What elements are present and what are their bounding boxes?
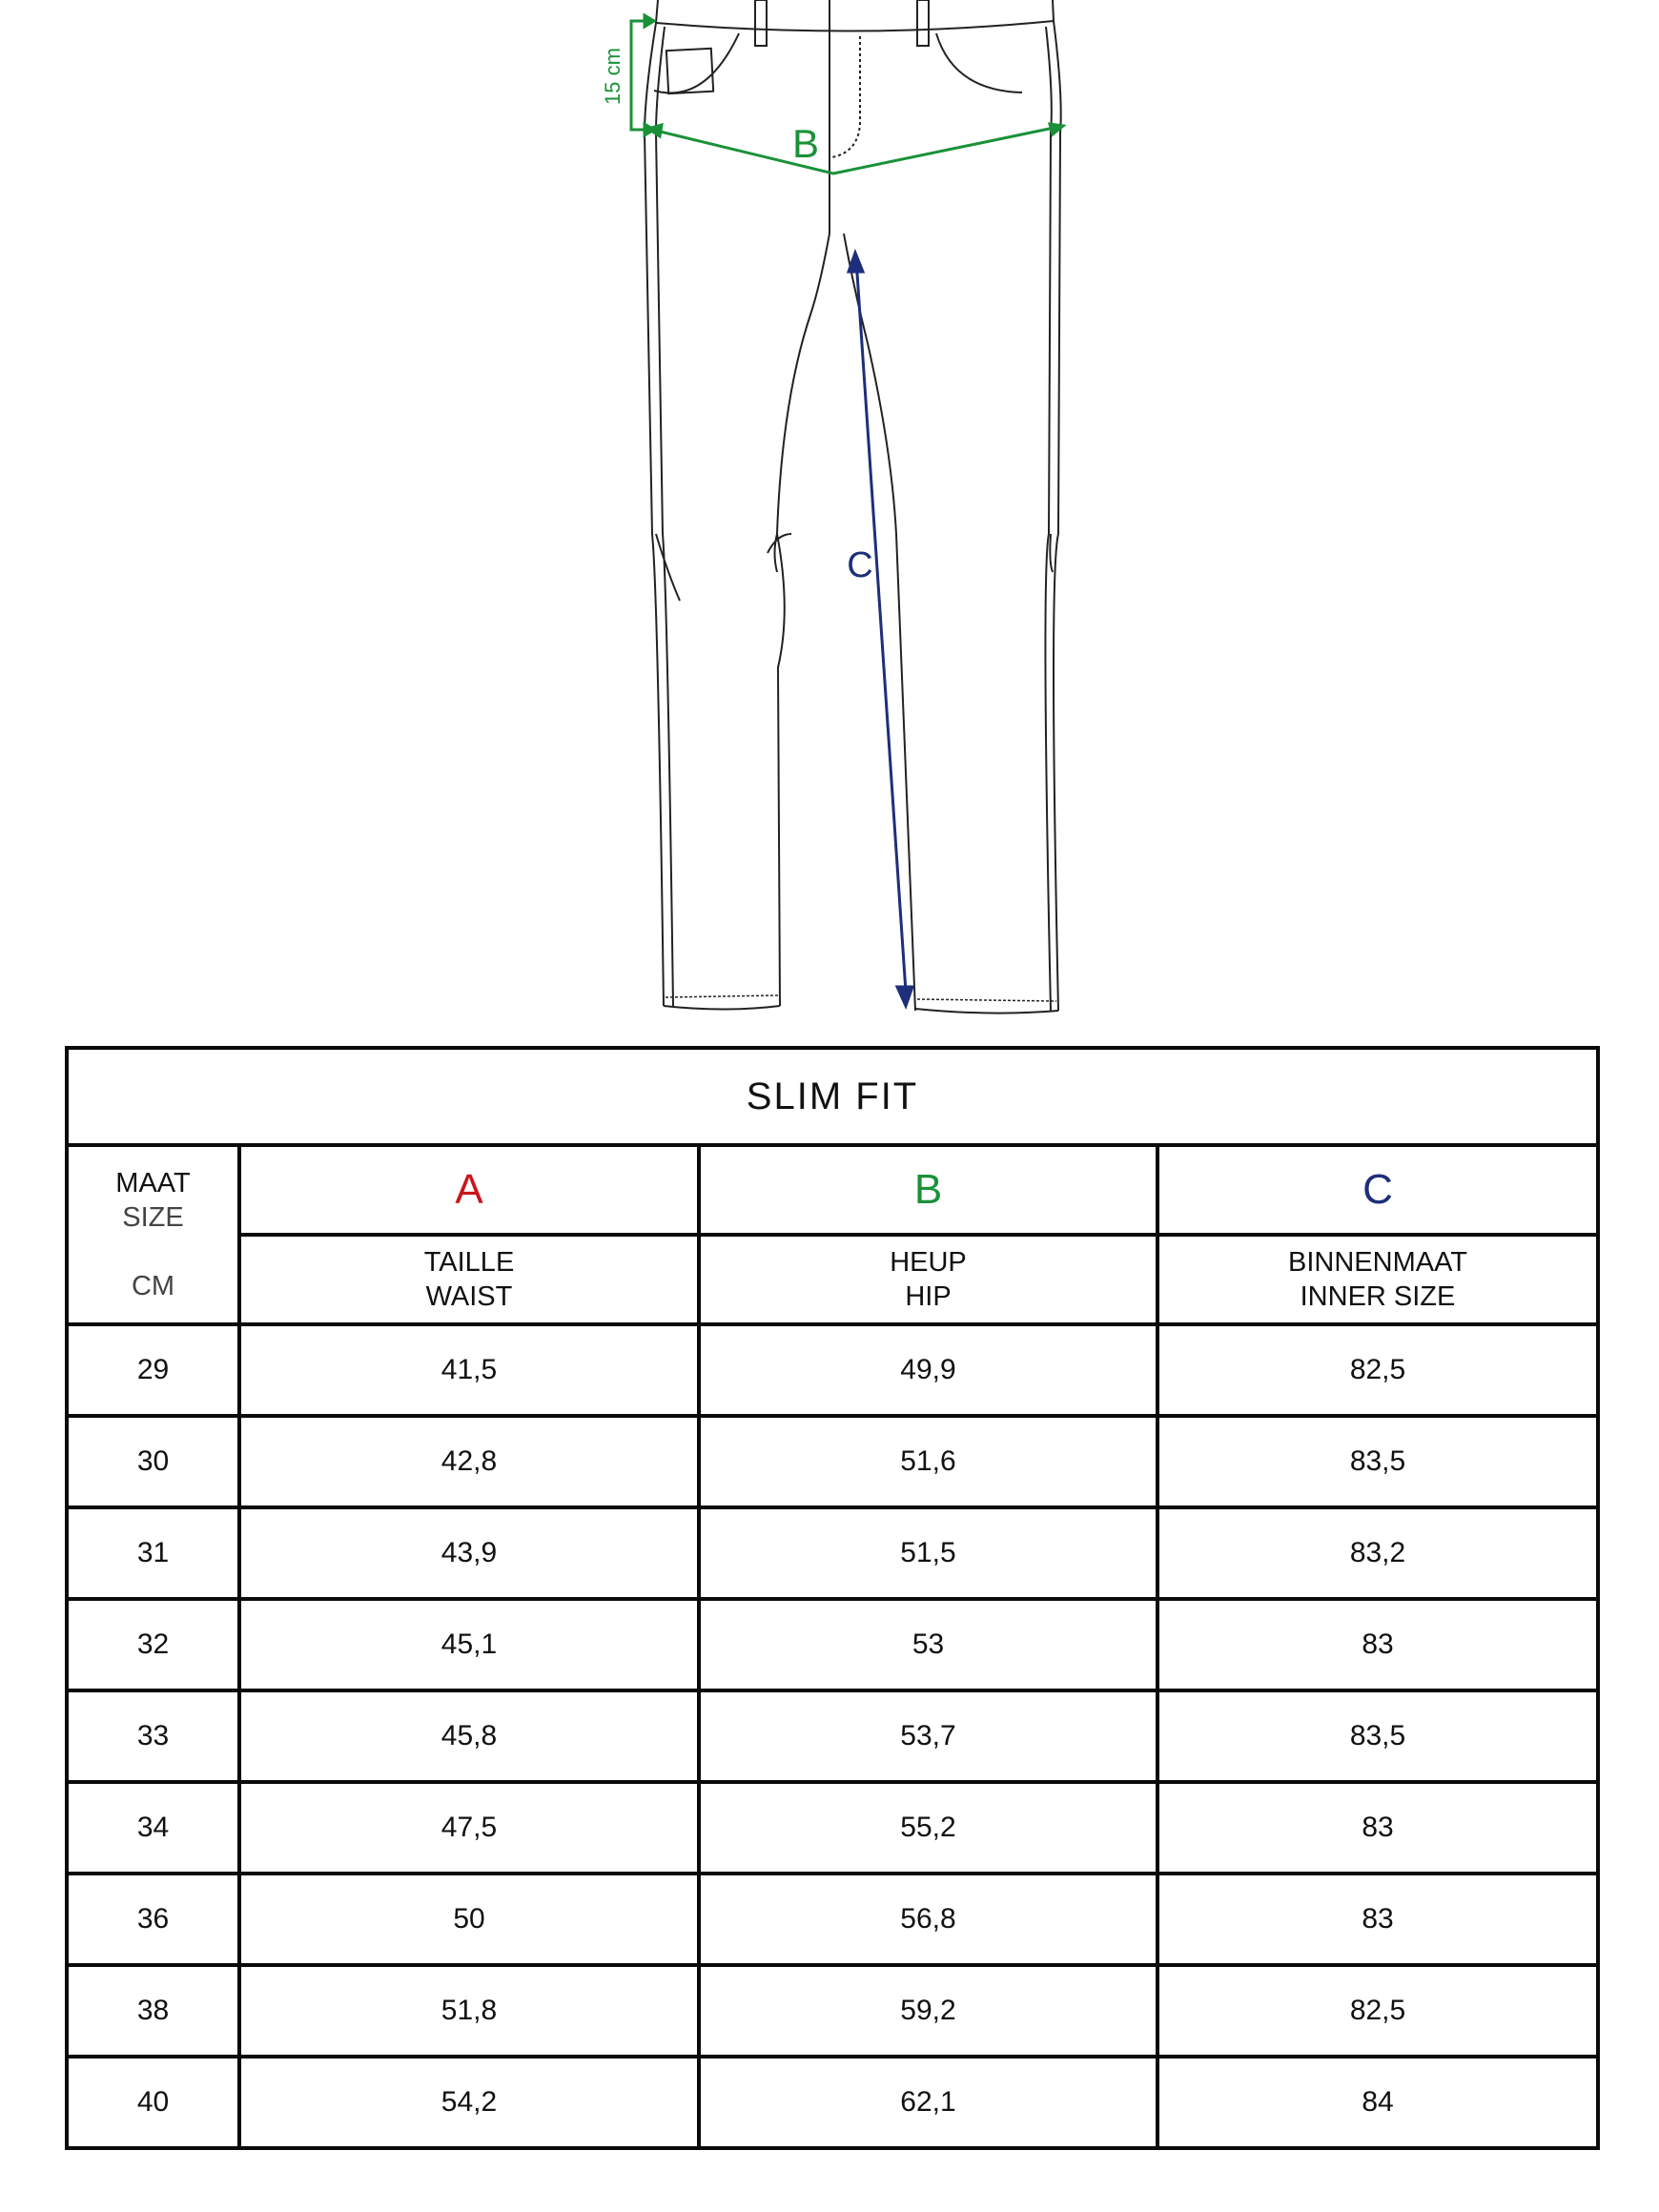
waist-cell: 45,8 [239,1690,699,1782]
hip-cell: 51,5 [699,1507,1157,1599]
size-cell: 40 [67,2057,239,2148]
waist-cell: 54,2 [239,2057,699,2148]
table-row [67,1324,1598,1416]
size-header-nl: MAAT [115,1168,191,1198]
table-row [67,1599,1598,1690]
table-row [67,1690,1598,1782]
table-row [67,1965,1598,2057]
size-cell: 33 [67,1690,239,1782]
column-header-waist [239,1235,699,1324]
table-title: SLIM FIT [67,1048,1598,1145]
size-cell: 30 [67,1416,239,1507]
waist-cell: 43,9 [239,1507,699,1599]
hip-cell: 62,1 [699,2057,1157,2148]
column-header-hip [699,1235,1157,1324]
inner-size-label-nl: BINNENMAAT [1288,1247,1467,1278]
size-cell: 31 [67,1507,239,1599]
size-cell: 32 [67,1599,239,1690]
waist-cell: 45,1 [239,1599,699,1690]
table-row [67,2057,1598,2148]
hip-cell: 59,2 [699,1965,1157,2057]
inner-size-cell: 82,5 [1157,1965,1598,2057]
inner-size-cell: 82,5 [1157,1324,1598,1416]
waist-cell: 47,5 [239,1782,699,1874]
hip-label: B [791,121,820,166]
size-cell: 34 [67,1782,239,1874]
inner-size-label-en: INNER SIZE [1300,1281,1456,1312]
inner-size-cell: 84 [1157,2057,1598,2148]
waist-cell: 42,8 [239,1416,699,1507]
size-header-en: SIZE [122,1202,184,1233]
waist-cell: 41,5 [239,1324,699,1416]
hip-cell: 49,9 [699,1324,1157,1416]
jeans-outline-icon [0,0,1659,1030]
inner-size-cell: 83 [1157,1874,1598,1965]
waistband-offset-label: 15 cm [601,48,625,105]
table-row [67,1416,1598,1507]
inner-leg-label: C [847,545,873,585]
jeans-diagram [0,0,1659,1030]
hip-cell: 53,7 [699,1690,1157,1782]
hip-label-nl: HEUP [890,1247,967,1278]
table-row [67,1782,1598,1874]
size-cell: 36 [67,1874,239,1965]
inner-size-cell: 83,5 [1157,1416,1598,1507]
size-chart-table [65,1046,1600,2150]
hip-cell: 56,8 [699,1874,1157,1965]
waist-label-en: WAIST [425,1281,513,1312]
inner-size-cell: 83 [1157,1782,1598,1874]
inner-size-cell: 83,5 [1157,1690,1598,1782]
inner-size-cell: 83 [1157,1599,1598,1690]
waist-cell: 50 [239,1874,699,1965]
column-letter-a: A [239,1145,699,1235]
hip-cell: 51,6 [699,1416,1157,1507]
column-letter-b: B [699,1145,1157,1235]
waist-label-nl: TAILLE [423,1247,515,1278]
size-cell: 29 [67,1324,239,1416]
table-row [67,1507,1598,1599]
waist-cell: 51,8 [239,1965,699,2057]
column-letter-c: C [1157,1145,1598,1235]
hip-cell: 55,2 [699,1782,1157,1874]
column-header-inner-size [1157,1235,1598,1324]
inner-size-cell: 83,2 [1157,1507,1598,1599]
hip-label-en: HIP [905,1281,952,1312]
size-column-header [67,1145,239,1324]
table-row [67,1874,1598,1965]
hip-cell: 53 [699,1599,1157,1690]
size-header-unit: CM [131,1271,175,1301]
size-cell: 38 [67,1965,239,2057]
